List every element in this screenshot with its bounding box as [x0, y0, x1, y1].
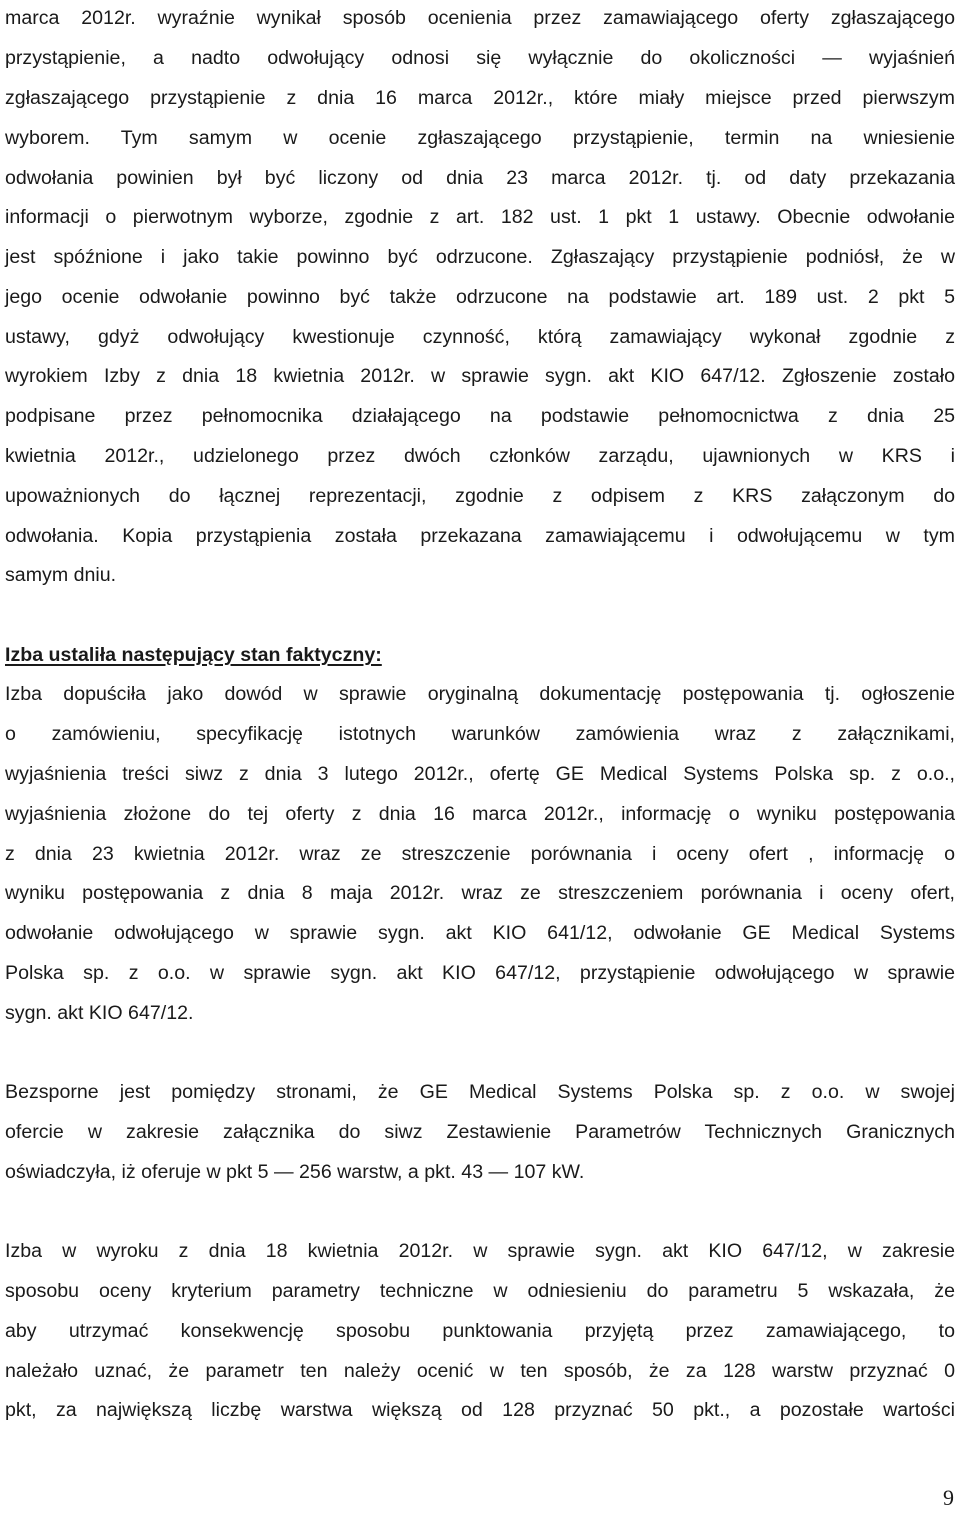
- text-line: wyrokiem Izby z dnia 18 kwietnia 2012r. w sprawie sygn. akt KIO 647/12. Zgłoszenie zostało: [5, 365, 955, 387]
- text-line: odwołania powinien był być liczony od dnia 23 marca 2012r. tj. od daty przekazania: [5, 167, 955, 189]
- text-line: marca 2012r. wyraźnie wynikał sposób ocenienia przez zamawiającego oferty zgłaszającego: [5, 7, 955, 29]
- text-line: upoważnionych do łącznej reprezentacji, zgodnie z odpisem z KRS załączonym do: [5, 485, 955, 507]
- text-line: ofercie w zakresie załącznika do siwz Zestawienie Parametrów Technicznych Granicznych: [5, 1121, 955, 1143]
- text-line: jest spóźnione i jako takie powinno być odrzucone. Zgłaszający przystąpienie podniósł, że w: [5, 246, 955, 268]
- text-line: wyjaśnienia treści siwz z dnia 3 lutego 2012r., ofertę GE Medical Systems Polska sp. z o.o.,: [5, 763, 955, 785]
- text-line: sposobu oceny kryterium parametry techniczne w odniesieniu do parametru 5 wskazała, że: [5, 1280, 955, 1302]
- text-line: informacji o pierwotnym wyborze, zgodnie z art. 182 ust. 1 pkt 1 ustawy. Obecnie odwołanie: [5, 206, 955, 228]
- text-line: odwołanie odwołującego w sprawie sygn. akt KIO 641/12, odwołanie GE Medical Systems: [5, 922, 955, 944]
- text-line: odwołania. Kopia przystąpienia została przekazana zamawiającemu i odwołującemu w tym: [5, 525, 955, 547]
- text-line: pkt, za największą liczbę warstwa większą od 128 przyznać 50 pkt., a pozostałe wartości: [5, 1399, 955, 1421]
- text-line: jego ocenie odwołanie powinno być także odrzucone na podstawie art. 189 ust. 2 pkt 5: [5, 286, 955, 308]
- text-line: oświadczyła, iż oferuje w pkt 5 — 256 warstw, a pkt. 43 — 107 kW.: [5, 1161, 585, 1183]
- text-line: Izba w wyroku z dnia 18 kwietnia 2012r. w sprawie sygn. akt KIO 647/12, w zakresie: [5, 1240, 955, 1262]
- section-heading: Izba ustaliła następujący stan faktyczny:: [5, 644, 382, 666]
- text-line: Bezsporne jest pomiędzy stronami, że GE Medical Systems Polska sp. z o.o. w swojej: [5, 1081, 955, 1103]
- text-line: wyniku postępowania z dnia 8 maja 2012r. wraz ze streszczeniem porównania i oceny ofert,: [5, 882, 955, 904]
- text-line: wyjaśnienia złożone do tej oferty z dnia 16 marca 2012r., informację o wyniku postępowania: [5, 803, 955, 825]
- text-line: zgłaszającego przystąpienie z dnia 16 marca 2012r., które miały miejsce przed pierwszym: [5, 87, 955, 109]
- text-line: o zamówieniu, specyfikację istotnych warunków zamówienia wraz z załącznikami,: [5, 723, 955, 745]
- text-line: aby utrzymać konsekwencję sposobu punktowania przyjętą przez zamawiającego, to: [5, 1320, 955, 1342]
- page-number: 9: [943, 1485, 954, 1510]
- text-line: sygn. akt KIO 647/12.: [5, 1002, 194, 1024]
- text-line: samym dniu.: [5, 564, 117, 586]
- text-line: wyborem. Tym samym w ocenie zgłaszającego przystąpienie, termin na wniesienie: [5, 127, 955, 149]
- text-line: Izba dopuściła jako dowód w sprawie oryginalną dokumentację postępowania tj. ogłoszenie: [5, 683, 955, 705]
- text-line: ustawy, gdyż odwołujący kwestionuje czynność, którą zamawiający wykonał zgodnie z: [5, 326, 955, 348]
- text-line: należało uznać, że parametr ten należy ocenić w ten sposób, że za 128 warstw przyznać 0: [5, 1360, 955, 1382]
- text-line: podpisane przez pełnomocnika działającego na podstawie pełnomocnictwa z dnia 25: [5, 405, 955, 427]
- text-line: kwietnia 2012r., udzielonego przez dwóch członków zarządu, ujawnionych w KRS i: [5, 445, 955, 467]
- text-line: Polska sp. z o.o. w sprawie sygn. akt KIO 647/12, przystąpienie odwołującego w sprawie: [5, 962, 955, 984]
- text-line: przystąpienie, a nadto odwołujący odnosi się wyłącznie do okoliczności — wyjaśnień: [5, 47, 955, 69]
- text-line: z dnia 23 kwietnia 2012r. wraz ze streszczenie porównania i oceny ofert , informację o: [5, 843, 955, 865]
